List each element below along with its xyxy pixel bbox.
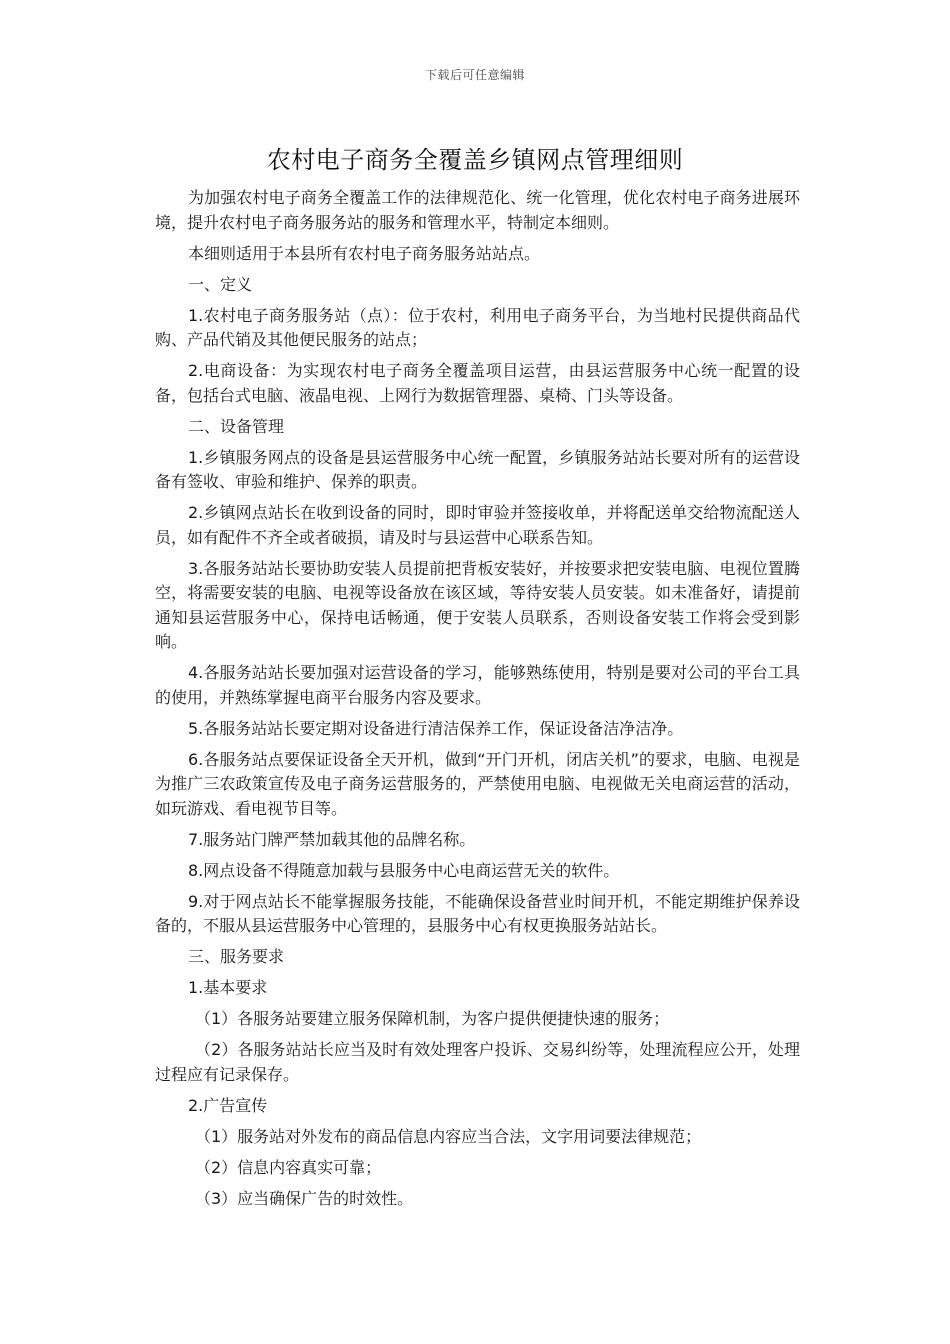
header-note: 下载后可任意编辑	[424, 68, 525, 82]
paragraph-scope: 本细则适用于本县所有农村电子商务服务站站点。	[188, 243, 541, 263]
paragraph-definition-1: 1.农村电子商务服务站（点）：位于农村，利用电子商务平台，为当地村民提供商品代购、产品代销及其他便民服务的站点；	[155, 305, 800, 349]
paragraph-basic-2: （2）各服务站站长应当及时有效处理客户投诉、交易纠纷等，处理流程应公开，处理过程应有记录保存。	[155, 1040, 800, 1084]
paragraph-equipment-8: 8.网点设备不得随意加载与县服务中心电商运营无关的软件。	[188, 860, 620, 880]
paragraph-advertising-1: （1）服务站对外发布的商品信息内容应当合法，文字用词要法律规范；	[195, 1126, 702, 1146]
paragraph-equipment-2: 2.乡镇网点站长在收到设备的同时，即时审验并签接收单，并将配送单交给物流配送人员，如有配件不齐全或者破损，请及时与县运营中心联系告知。	[155, 503, 800, 547]
paragraph-advertising-2: （2）信息内容真实可靠；	[195, 1157, 382, 1177]
page-title: 农村电子商务全覆盖乡镇网点管理细则	[266, 146, 684, 174]
paragraph-intro: 为加强农村电子商务全覆盖工作的法律规范化、统一化管理，优化农村电子商务进展环境，提升农村电子商务服务站的服务和管理水平，特制定本细则。	[155, 188, 800, 232]
paragraph-basic-1: （1）各服务站要建立服务保障机制，为客户提供便捷快速的服务；	[195, 1009, 670, 1028]
paragraph-equipment-1: 1.乡镇服务网点的设备是县运营服务中心统一配置，乡镇服务站站长要对所有的运营设备有签收、审验和维护、保养的职责。	[155, 447, 800, 491]
paragraph-equipment-9: 9.对于网点站长不能掌握服务技能，不能确保设备营业时间开机，不能定期维护保养设备的，不服从县运营服务中心管理的，县服务中心有权更换服务站站长。	[155, 891, 800, 935]
document-body	[155, 186, 800, 1218]
subheading-advertising: 2.广告宣传	[188, 1095, 268, 1115]
paragraph-equipment-4: 4.各服务站站长要加强对运营设备的学习，能够熟练使用，特别是要对公司的平台工具的使用，并熟练掌握电商平台服务内容及要求。	[155, 663, 800, 707]
paragraph-advertising-3: （3）应当确保广告的时效性。	[195, 1188, 414, 1208]
section-heading-equipment: 二、设备管理	[188, 416, 285, 436]
paragraph-equipment-3: 3.各服务站站长要协助安装人员提前把背板安装好，并按要求把安装电脑、电视位置腾空，将需要安装的电脑、电视等设备放在该区域，等待安装人员安装。如未准备好，请提前通知县运营服务中心，保持电话畅通，便于安装人员联系，否则设备安装工作将会受到影响。	[155, 558, 800, 651]
paragraph-equipment-5: 5.各服务站站长要定期对设备进行清洁保养工作，保证设备洁净洁净。	[188, 718, 684, 738]
section-heading-service: 三、服务要求	[188, 947, 285, 966]
paragraph-definition-2: 2.电商设备：为实现农村电子商务全覆盖项目运营，由县运营服务中心统一配置的设备，包括台式电脑、液晶电视、上网行为数据管理器、桌椅、门头等设备。	[155, 361, 800, 405]
section-heading-definitions: 一、定义	[188, 274, 253, 294]
subheading-basic-requirements: 1.基本要求	[188, 978, 268, 997]
paragraph-equipment-6: 6.各服务站点要保证设备全天开机，做到“开门开机，闭店关机”的要求，电脑、电视是为推广三农政策宣传及电子商务运营服务的，严禁使用电脑、电视做无关电商运营的活动，如玩游戏、看电视节目等。	[155, 749, 800, 818]
paragraph-equipment-7: 7.服务站门牌严禁加载其他的品牌名称。	[188, 829, 476, 849]
